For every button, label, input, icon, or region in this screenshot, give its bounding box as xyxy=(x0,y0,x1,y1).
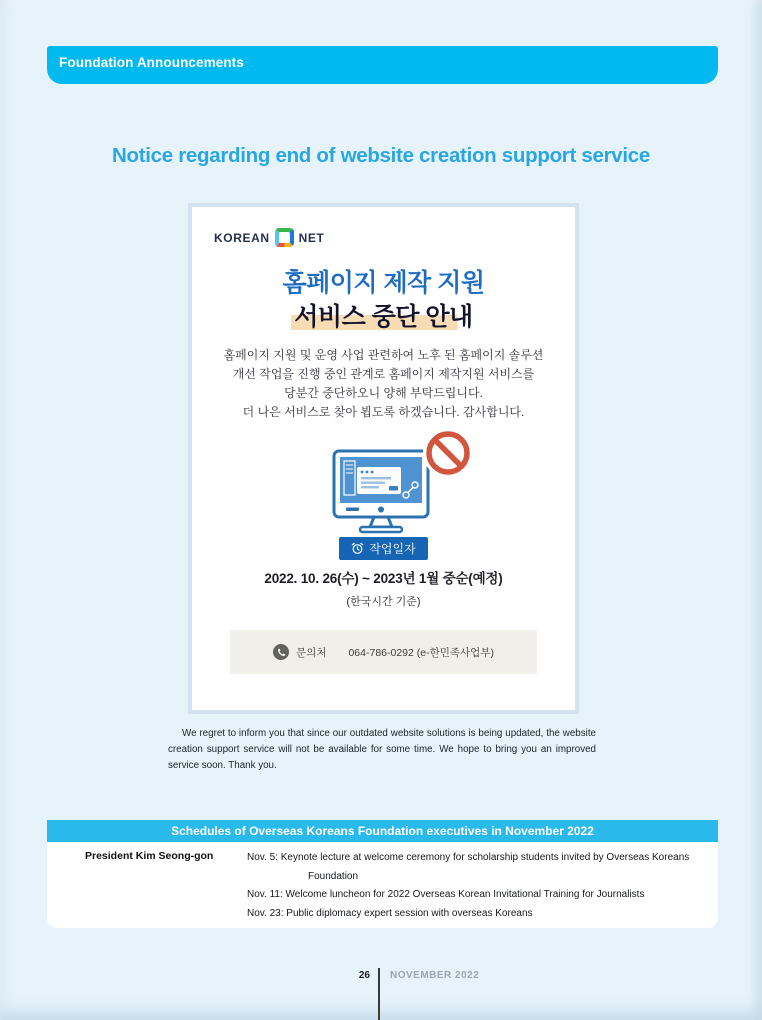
flyer-headline-line1: 홈페이지 제작 지원 xyxy=(282,269,485,297)
schedule-item-text: Keynote lecture at welcome ceremony for scholarship students invited by Overseas Koreans Foundation xyxy=(280,852,690,882)
prohibition-icon xyxy=(429,434,467,472)
schedule-item-date: Nov. 5: xyxy=(247,852,278,863)
schedule-item-date: Nov. 11: xyxy=(247,889,283,900)
korean-net-logo-text-left: KOREAN xyxy=(214,230,270,245)
page-number: 26 xyxy=(358,970,370,981)
korean-net-logo-text-right: NET xyxy=(298,230,325,245)
issue-label: NOVEMBER 2022 xyxy=(390,970,480,981)
contact-bar xyxy=(230,630,537,674)
contact-label: 문의처 xyxy=(296,646,327,659)
schedule-item xyxy=(247,886,697,905)
flyer-body-line: 더 나은 서비스로 찾아 뵙도록 하겠습니다. 감사합니다. xyxy=(242,405,525,419)
service-pause-date-range: 2022. 10. 26(수) ~ 2023년 1월 중순(예정) xyxy=(264,571,503,586)
korean-net-logo xyxy=(214,228,324,247)
footer-divider xyxy=(378,968,380,1020)
flyer-body-line: 홈페이지 지원 및 운영 사업 관련하여 노후 된 홈페이지 솔루션 xyxy=(223,348,544,362)
contact-phone-number: 064-786-0292 (e-한민족사업부) xyxy=(348,646,494,659)
flyer-body-line: 당분간 중단하오니 양해 부탁드립니다. xyxy=(284,386,483,400)
schedule-item-text: Welcome luncheon for 2022 Overseas Korean Invitational Training for Journalists xyxy=(285,889,645,900)
schedule-item-text: Public diplomacy expert session with overseas Koreans xyxy=(286,907,533,919)
section-tab xyxy=(47,46,718,84)
schedules-header: Schedules of Overseas Koreans Foundation executives in November 2022 xyxy=(47,820,718,842)
work-date-button-label: 작업일자 xyxy=(369,542,416,556)
flyer-body-line: 개선 작업을 진행 중인 관계로 홈페이지 제작지원 서비스를 xyxy=(232,367,535,381)
work-date-button xyxy=(339,537,428,560)
flyer-headline-line2 xyxy=(192,297,575,333)
section-tab-label: Foundation Announcements xyxy=(59,54,244,70)
page-title: Notice regarding end of website creation support service xyxy=(112,144,650,167)
notice-paragraph-english: We regret to inform you that since our outdated website solutions is being updated, the website creation support service will not be available for some time. We hope to bring you an improved service soon. Thank you. xyxy=(168,728,596,771)
timezone-note: (한국시간 기준) xyxy=(346,596,421,608)
korean-net-logo-icon xyxy=(275,228,294,247)
phone-icon xyxy=(273,644,289,660)
schedule-item xyxy=(247,849,697,886)
schedule-item xyxy=(247,905,697,924)
schedules-box xyxy=(47,842,718,928)
flyer-card xyxy=(192,207,575,710)
page-footer xyxy=(0,968,762,1020)
monitor-illustration xyxy=(326,427,476,535)
alarm-clock-icon xyxy=(351,542,364,555)
schedule-items xyxy=(247,849,697,923)
schedule-person-name: President Kim Seong-gon xyxy=(85,850,214,862)
schedule-item-date: Nov. 23: xyxy=(247,907,284,919)
flyer-body-text xyxy=(192,346,575,422)
flyer-headline-highlight: 서비스 중단 안내 xyxy=(291,303,475,331)
